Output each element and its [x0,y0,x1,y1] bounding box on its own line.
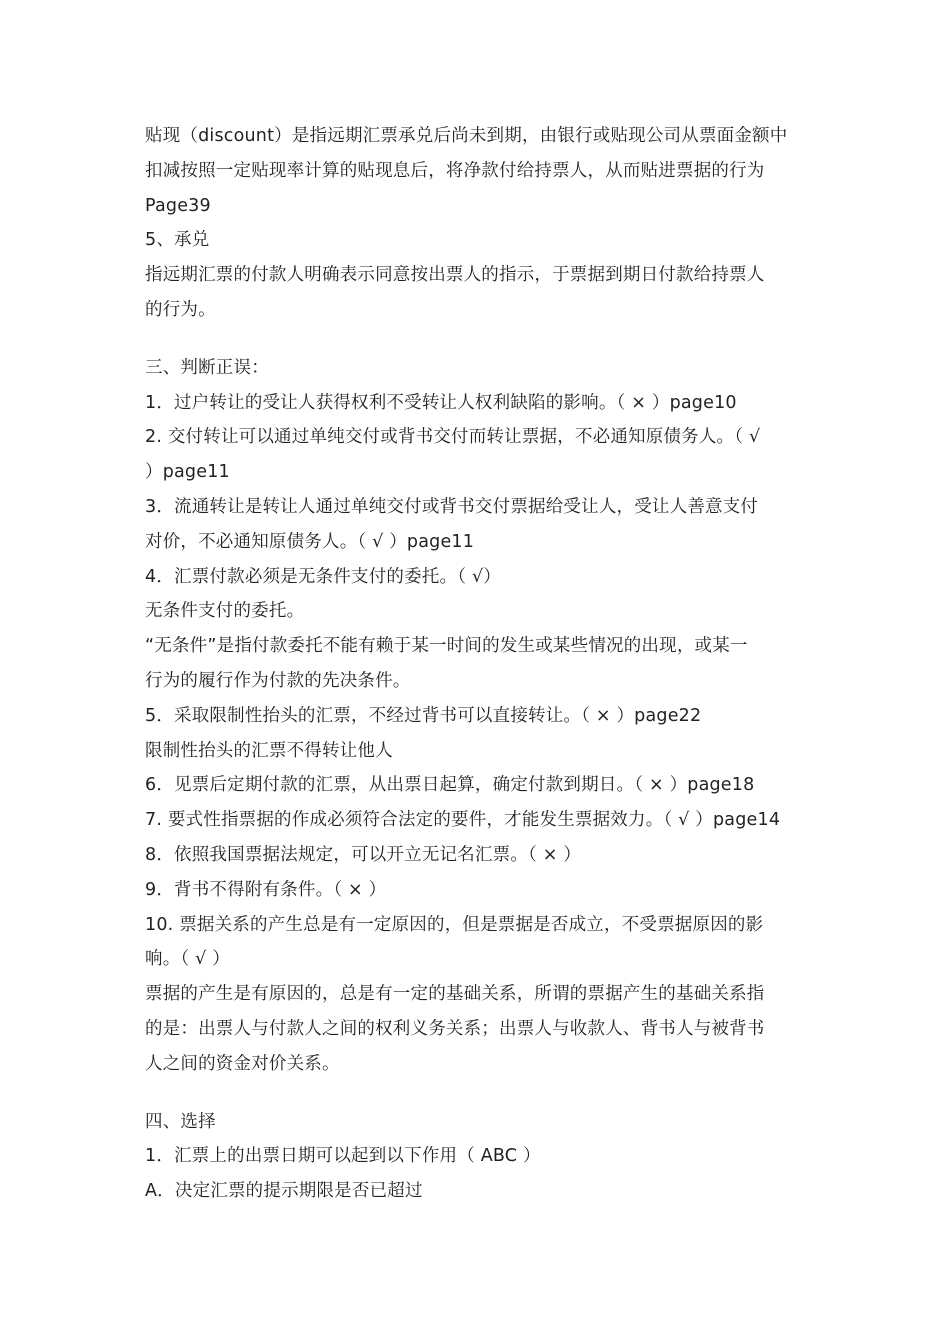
section-discount-acceptance [145,119,810,328]
text-line: 人之间的资金对价关系。 [145,1053,340,1074]
text-line: 指远期汇票的付款人明确表示同意按出票人的指示，于票据到期日付款给持票人 [145,265,765,286]
section-choice [145,1105,810,1209]
section-true-false [145,351,810,1082]
text-line: 1．汇票上的出票日期可以起到以下作用（ ABC ） [145,1146,541,1167]
text-line: 1．过户转让的受让人获得权利不受转让人权利缺陷的影响。（ × ）page10 [145,392,737,413]
section-spacer [145,328,810,351]
text-line: 7. 要式性指票据的作成必须符合法定的要件，才能发生票据效力。（ √ ）page14 [145,810,781,831]
section-heading: 三、判断正误： [145,357,269,378]
text-line: 对价，不必通知原债务人。（ √ ）page11 [145,531,475,552]
document-body [145,119,810,1209]
text-line: 贴现（discount）是指远期汇票承兑后尚未到期，由银行或贴现公司从票面金额中 [145,126,788,146]
text-line: 8．依照我国票据法规定，可以开立无记名汇票。（ × ） [145,844,582,865]
text-line: Page39 [145,195,211,216]
text-line: 限制性抬头的汇票不得转让他人 [145,740,393,761]
text-line: 行为的履行作为付款的先决条件。 [145,670,411,691]
text-line: 5、承兑 [145,230,210,251]
section-heading: 四、选择 [145,1111,216,1132]
text-line: 无条件支付的委托。 [145,601,305,622]
text-line: 6．见票后定期付款的汇票，从出票日起算，确定付款到期日。（ × ）page18 [145,775,755,796]
text-line: 3．流通转让是转让人通过单纯交付或背书交付票据给受让人，受让人善意支付 [145,496,759,517]
text-line: A．决定汇票的提示期限是否已超过 [145,1181,423,1202]
text-line: 票据的产生是有原因的，总是有一定的基础关系，所谓的票据产生的基础关系指 [145,984,765,1005]
text-line: 9．背书不得附有条件。（ × ） [145,879,387,900]
text-line: 响。（ √ ） [145,949,230,970]
text-line: 5．采取限制性抬头的汇票，不经过背书可以直接转让。（ × ）page22 [145,705,702,726]
text-line: 扣减按照一定贴现率计算的贴现息后，将净款付给持票人，从而贴进票据的行为 [145,160,765,181]
text-line: 10. 票据关系的产生总是有一定原因的，但是票据是否成立，不受票据原因的影 [145,914,764,935]
text-line: “无条件”是指付款委托不能有赖于某一时间的发生或某些情况的出现，或某一 [145,636,748,657]
text-line: 4．汇票付款必须是无条件支付的委托。（ √） [145,566,501,587]
text-line: 的行为。 [145,299,216,320]
text-line: ）page11 [145,462,230,483]
section-spacer [145,1082,810,1105]
text-line: 的是：出票人与付款人之间的权利义务关系；出票人与收款人、背书人与被背书 [145,1018,765,1039]
text-line: 2. 交付转让可以通过单纯交付或背书交付而转让票据，不必通知原债务人。（ √ [145,427,761,448]
